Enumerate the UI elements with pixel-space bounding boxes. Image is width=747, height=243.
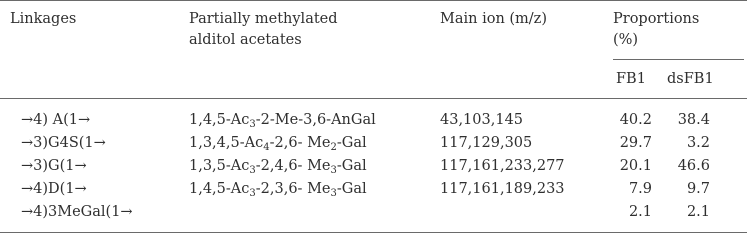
acetate-cell: $1,4,5-Ac_3-2,3,6-$ $Me_3$-Gal bbox=[189, 181, 367, 199]
bottom-rule bbox=[0, 232, 747, 233]
fb1-cell: 20.1 bbox=[619, 158, 652, 174]
dsfb1-cell: 2.1 bbox=[686, 204, 710, 220]
fb1-cell: 40.2 bbox=[619, 112, 652, 128]
header-proportions-line2: (%) bbox=[613, 32, 639, 48]
header-bottom-rule bbox=[0, 98, 747, 99]
proportions-underline bbox=[613, 59, 744, 60]
main-ion-cell: 117,161,233,277 bbox=[440, 158, 565, 174]
header-proportions-line1: Proportions bbox=[613, 11, 700, 27]
acetate-cell: $1,3,5-Ac_3-2,4,6-$ $Me_3$-Gal bbox=[189, 158, 367, 176]
dsfb1-cell: 38.4 bbox=[677, 112, 710, 128]
linkage-cell: →3)G(1→ bbox=[21, 158, 87, 174]
main-ion-cell: 117,129,305 bbox=[440, 135, 533, 151]
acetate-cell: $1,4,5-Ac_3-2-Me-3,6$-AnGal bbox=[189, 112, 376, 130]
dsfb1-cell: 9.7 bbox=[686, 181, 710, 197]
linkage-cell: →4)3MeGal(1→ bbox=[21, 204, 133, 220]
top-rule bbox=[0, 0, 747, 1]
acetate-cell: $1,3,4,5-Ac_4-2,6-$ $Me_2$-Gal bbox=[189, 135, 367, 153]
header-main-ion: Main ion (m/z) bbox=[440, 11, 547, 27]
header-dsfb1: dsFB1 bbox=[667, 71, 714, 87]
linkage-cell: →3)G4S(1→ bbox=[21, 135, 106, 151]
header-acetates-line2: alditol acetates bbox=[189, 32, 302, 48]
dsfb1-cell: 46.6 bbox=[677, 158, 710, 174]
linkage-cell: →4) A(1→ bbox=[21, 112, 91, 128]
header-linkages: Linkages bbox=[10, 11, 77, 27]
fb1-cell: 7.9 bbox=[628, 181, 652, 197]
linkage-cell: →4)D(1→ bbox=[21, 181, 87, 197]
fb1-cell: 2.1 bbox=[628, 204, 652, 220]
main-ion-cell: 117,161,189,233 bbox=[440, 181, 565, 197]
fb1-cell: 29.7 bbox=[619, 135, 652, 151]
header-fb1: FB1 bbox=[616, 71, 646, 87]
dsfb1-cell: 3.2 bbox=[686, 135, 710, 151]
header-acetates-line1: Partially methylated bbox=[189, 11, 338, 27]
main-ion-cell: 43,103,145 bbox=[440, 112, 524, 128]
